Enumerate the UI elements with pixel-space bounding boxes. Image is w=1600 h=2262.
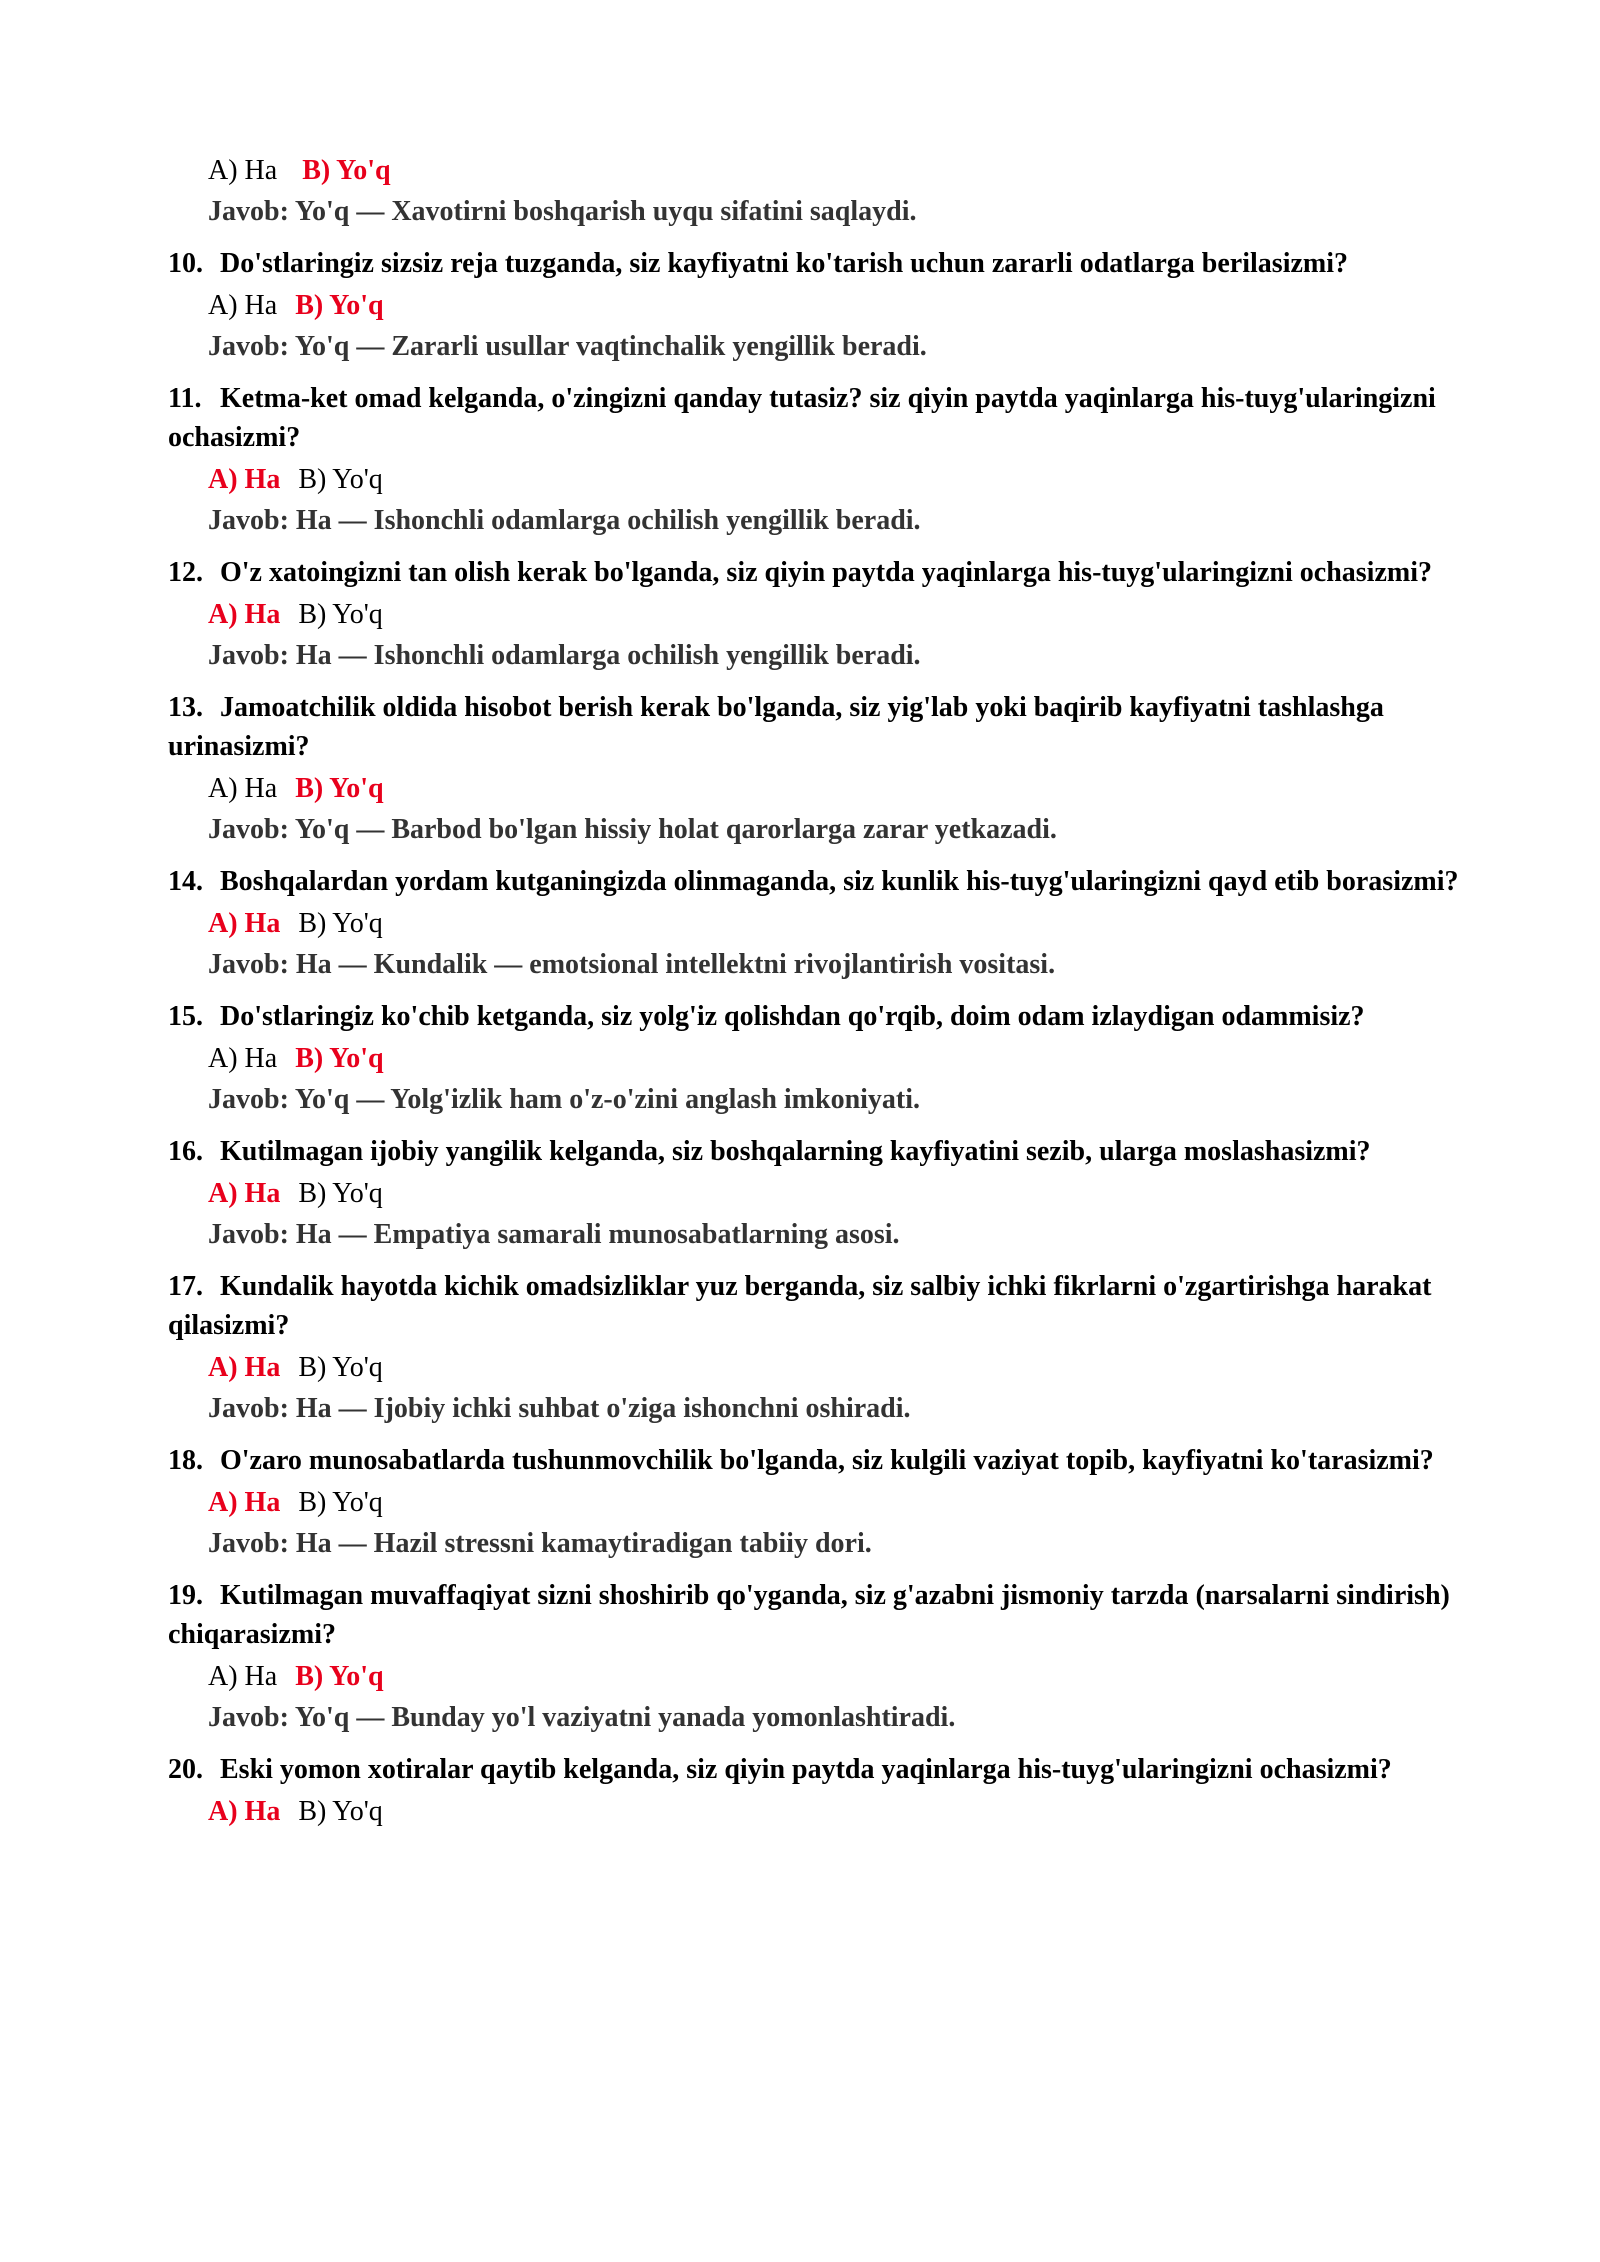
question-label: Kutilmagan ijobiy yangilik kelganda, siz boshqalarning kayfiyatini sezib, ularga moslashasizmi?	[220, 1136, 1371, 1167]
question-text	[168, 1750, 1488, 1789]
question-label: Kutilmagan muvaffaqiyat sizni shoshirib qo'yganda, siz g'azabni jismoniy tarzda (narsalarni sindirish) chiqarasizmi?	[168, 1580, 1450, 1650]
option-b: B) Yo'q	[298, 1796, 383, 1827]
option-a: A) Ha	[208, 464, 281, 495]
option-a: A) Ha	[208, 773, 278, 804]
option-b: B) Yo'q	[298, 1352, 383, 1383]
option-b: B) Yo'q	[295, 1043, 384, 1074]
question-block	[168, 1132, 1500, 1255]
option-b: B) Yo'q	[295, 1661, 384, 1692]
question-number: 16.	[168, 1136, 203, 1167]
options-row	[168, 150, 1500, 191]
question-label: Kundalik hayotda kichik omadsizliklar yuz berganda, siz salbiy ichki fikrlarni o'zgartirishga harakat qilasizmi?	[168, 1271, 1432, 1341]
question-number: 14.	[168, 866, 203, 897]
question-text	[168, 1267, 1488, 1345]
question-list	[168, 244, 1500, 1832]
question-block	[168, 1750, 1500, 1832]
question-number: 13.	[168, 692, 203, 723]
answer-line: Javob: Yo'q — Zararli usullar vaqtinchalik yengillik beradi.	[208, 331, 927, 362]
option-a: A) Ha	[208, 908, 281, 939]
answer-line: Javob: Yo'q — Barbod bo'lgan hissiy holat qarorlarga zarar yetkazadi.	[208, 814, 1057, 845]
question-block	[168, 1267, 1500, 1429]
question-number: 17.	[168, 1271, 203, 1302]
answer-line: Javob: Yo'q — Yolg'izlik ham o'z-o'zini anglash imkoniyati.	[208, 1084, 921, 1115]
option-b: B) Yo'q	[298, 1178, 383, 1209]
question-block	[168, 553, 1500, 676]
option-b: B) Yo'q	[295, 290, 384, 321]
answer-line: Javob: Yo'q — Bunday yo'l vaziyatni yanada yomonlashtiradi.	[208, 1702, 956, 1733]
option-a: A) Ha	[208, 1352, 281, 1383]
options-row	[168, 1347, 1500, 1388]
question-label: O'z xatoingizni tan olish kerak bo'lganda, siz qiyin paytda yaqinlarga his-tuyg'ularingizni ochasizmi?	[220, 557, 1432, 588]
option-b: B) Yo'q	[295, 773, 384, 804]
question-block	[168, 1441, 1500, 1564]
answer-line: Javob: Yo'q — Xavotirni boshqarish uyqu sifatini saqlaydi.	[208, 196, 917, 227]
question-text	[168, 379, 1488, 457]
answer-line: Javob: Ha — Empatiya samarali munosabatlarning asosi.	[208, 1219, 900, 1250]
question-text	[168, 553, 1488, 592]
option-a: A) Ha	[208, 1487, 281, 1518]
question-text	[168, 244, 1488, 283]
question-block	[168, 688, 1500, 850]
answer-line: Javob: Ha — Hazil stressni kamaytiradigan tabiiy dori.	[208, 1528, 872, 1559]
options-row	[168, 1038, 1500, 1079]
question-text	[168, 1441, 1488, 1480]
question-block	[168, 862, 1500, 985]
options-row	[168, 1656, 1500, 1697]
options-row	[168, 1173, 1500, 1214]
question-number: 12.	[168, 557, 203, 588]
answer-line: Javob: Ha — Ishonchli odamlarga ochilish yengillik beradi.	[208, 640, 921, 671]
option-b: B) Yo'q	[298, 908, 383, 939]
option-a: A) Ha	[208, 1178, 281, 1209]
question-number: 20.	[168, 1754, 203, 1785]
answer-line: Javob: Ha — Ijobiy ichki suhbat o'ziga ishonchni oshiradi.	[208, 1393, 911, 1424]
question-label: O'zaro munosabatlarda tushunmovchilik bo'lganda, siz kulgili vaziyat topib, kayfiyatni ko'tarasizmi?	[220, 1445, 1434, 1476]
question-block	[168, 1576, 1500, 1738]
question-number: 15.	[168, 1001, 203, 1032]
option-a: A) Ha	[208, 1043, 278, 1074]
option-b: B) Yo'q	[298, 1487, 383, 1518]
options-row	[168, 594, 1500, 635]
answer-line: Javob: Ha — Ishonchli odamlarga ochilish yengillik beradi.	[208, 505, 921, 536]
question-label: Boshqalardan yordam kutganingizda olinmaganda, siz kunlik his-tuyg'ularingizni qayd etib borasizmi?	[220, 866, 1459, 897]
question-number: 19.	[168, 1580, 203, 1611]
options-row	[168, 285, 1500, 326]
question-block	[168, 379, 1500, 541]
options-row	[168, 1791, 1500, 1832]
question-number: 10.	[168, 248, 203, 279]
question-label: Do'stlaringiz ko'chib ketganda, siz yolg'iz qolishdan qo'rqib, doim odam izlaydigan odammisiz?	[220, 1001, 1365, 1032]
question-text	[168, 1576, 1488, 1654]
options-row	[168, 768, 1500, 809]
question-number: 18.	[168, 1445, 203, 1476]
question-label: Ketma-ket omad kelganda, o'zingizni qanday tutasiz? siz qiyin paytda yaqinlarga his-tuyg'ularingizni ochasizmi?	[168, 383, 1436, 453]
question-label: Jamoatchilik oldida hisobot berish kerak bo'lganda, siz yig'lab yoki baqirib kayfiyatni tashlashga urinasizmi?	[168, 692, 1384, 762]
option-a: A) Ha	[208, 1661, 278, 1692]
answer-line: Javob: Ha — Kundalik — emotsional intellektni rivojlantirish vositasi.	[208, 949, 1056, 980]
option-b: B) Yo'q	[298, 599, 383, 630]
option-b: B) Yo'q	[298, 464, 383, 495]
question-block-9	[168, 150, 1500, 232]
options-row	[168, 1482, 1500, 1523]
option-a: A) Ha	[208, 155, 278, 186]
question-label: Eski yomon xotiralar qaytib kelganda, siz qiyin paytda yaqinlarga his-tuyg'ularingizni ochasizmi?	[220, 1754, 1392, 1785]
options-row	[168, 903, 1500, 944]
options-row	[168, 459, 1500, 500]
question-block	[168, 244, 1500, 367]
question-text	[168, 688, 1488, 766]
question-label: Do'stlaringiz sizsiz reja tuzganda, siz kayfiyatni ko'tarish uchun zararli odatlarga berilasizmi?	[220, 248, 1348, 279]
question-block	[168, 997, 1500, 1120]
question-number: 11.	[168, 383, 202, 414]
option-a: A) Ha	[208, 599, 281, 630]
question-text	[168, 1132, 1488, 1171]
question-text	[168, 862, 1488, 901]
option-a: A) Ha	[208, 1796, 281, 1827]
option-a: A) Ha	[208, 290, 278, 321]
question-text	[168, 997, 1488, 1036]
option-b: B) Yo'q	[302, 155, 391, 186]
